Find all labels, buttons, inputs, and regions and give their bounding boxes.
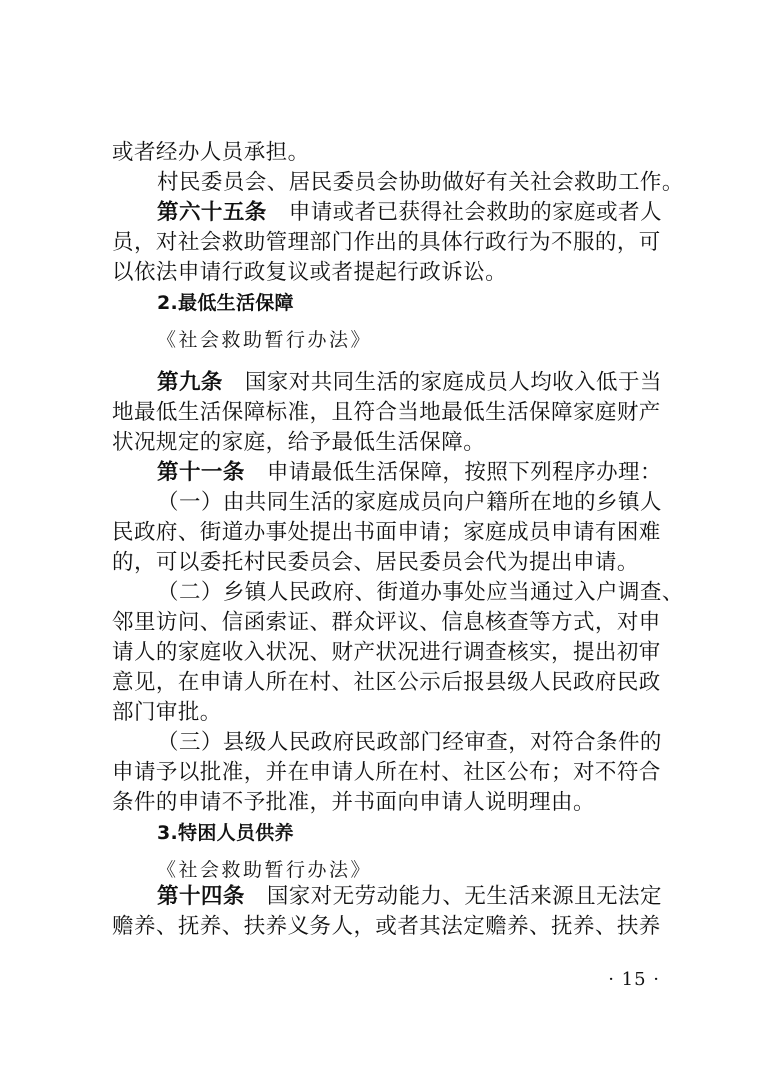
text-line: （一）由共同生活的家庭成员向户籍所在地的乡镇人 bbox=[157, 490, 662, 515]
text-line: 地最低生活保障标准，且符合当地最低生活保障家庭财产 bbox=[112, 400, 661, 425]
article-line: 第十四条 国家对无劳动能力、无生活来源且无法定 bbox=[157, 884, 662, 909]
text-line: 员，对社会救助管理部门作出的具体行政行为不服的，可 bbox=[112, 230, 661, 255]
section-heading: 2.最低生活保障 bbox=[157, 292, 294, 314]
text-line: 部门审批。 bbox=[112, 700, 222, 725]
text-line: 或者经办人员承担。 bbox=[112, 140, 310, 165]
text-line: 请人的家庭收入状况、财产状况进行调查核实，提出初审 bbox=[112, 640, 661, 665]
source-title: 《社会救助暂行办法》 bbox=[157, 329, 373, 351]
article-number: 第六十五条 bbox=[157, 200, 267, 225]
text-line: 以依法申请行政复议或者提起行政诉讼。 bbox=[112, 260, 508, 285]
page-number: · 15 · bbox=[608, 969, 660, 990]
text-line: 状况规定的家庭，给予最低生活保障。 bbox=[112, 430, 486, 455]
text-line: 邻里访问、信函索证、群众评议、信息核查等方式，对申 bbox=[112, 610, 661, 635]
article-number: 第九条 bbox=[157, 370, 223, 395]
text-line: 赡养、抚养、扶养义务人，或者其法定赡养、抚养、扶养 bbox=[112, 914, 661, 939]
text-line: 民政府、街道办事处提出书面申请；家庭成员申请有困难 bbox=[112, 520, 661, 545]
text-line: 村民委员会、居民委员会协助做好有关社会救助工作。 bbox=[157, 170, 684, 195]
text-line: （二）乡镇人民政府、街道办事处应当通过入户调查、 bbox=[157, 580, 684, 605]
text-line: 条件的申请不予批准，并书面向申请人说明理由。 bbox=[112, 790, 595, 815]
source-title: 《社会救助暂行办法》 bbox=[157, 859, 373, 881]
article-line: 第十一条 申请最低生活保障，按照下列程序办理： bbox=[157, 460, 662, 485]
article-line: 第六十五条 申请或者已获得社会救助的家庭或者人 bbox=[157, 200, 662, 225]
article-line: 第九条 国家对共同生活的家庭成员人均收入低于当 bbox=[157, 370, 662, 395]
text-line: 的，可以委托村民委员会、居民委员会代为提出申请。 bbox=[112, 550, 639, 575]
text-line: 申请予以批准，并在申请人所在村、社区公布；对不符合 bbox=[112, 760, 661, 785]
text-line: （三）县级人民政府民政部门经审查，对符合条件的 bbox=[157, 730, 662, 755]
section-heading: 3.特困人员供养 bbox=[157, 822, 294, 844]
text-line: 意见，在申请人所在村、社区公示后报县级人民政府民政 bbox=[112, 670, 661, 695]
article-number: 第十一条 bbox=[157, 460, 245, 485]
article-number: 第十四条 bbox=[157, 884, 245, 909]
